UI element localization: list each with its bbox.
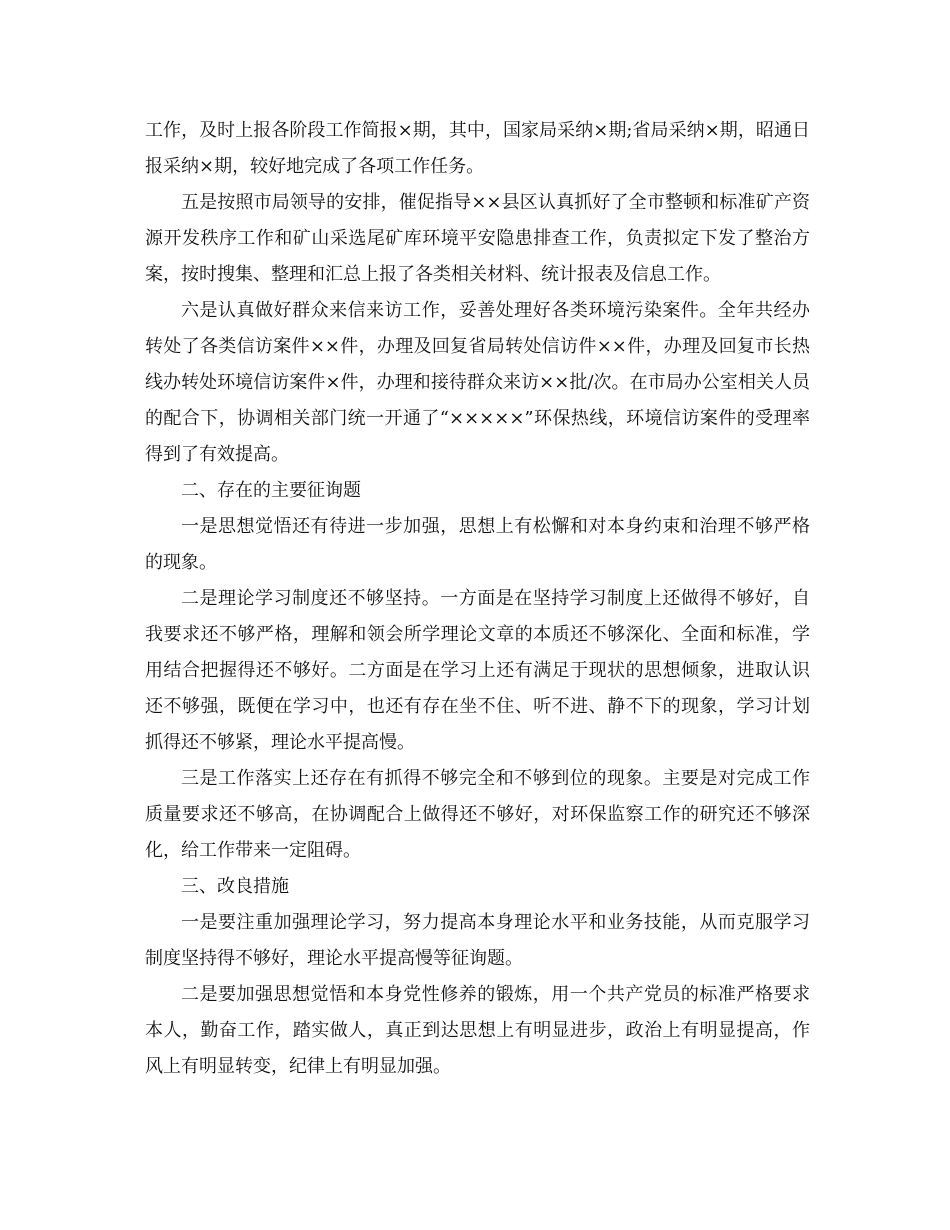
paragraph-improvement-one: 一是要注重加强理论学习，努力提高本身理论水平和业务技能，从而克服学习制度坚持得不够好，理论水平提高慢等征询题。 (145, 912, 810, 969)
paragraph-problem-three: 三是工作落实上还存在有抓得不够完全和不够到位的现象。主要是对完成工作质量要求还不够高，在协调配合上做得还不够好，对环保监察工作的研究还不够深化，给工作带来一定阻碍。 (145, 768, 810, 861)
document-body (145, 113, 810, 1085)
paragraph-problem-two: 二是理论学习制度还不够坚持。一方面是在坚持学习制度上还做得不够好，自我要求还不够严格，理解和领会所学理论文章的本质还不够深化、全面和标准，学用结合把握得还不够好。二方面是在学习上还有满足于现状的思想倾象，进取认识还不够强，既便在学习中，也还有存在坐不住、听不进、静不下的现象，学习计划抓得还不够紧，理论水平提高慢。 (145, 588, 810, 753)
paragraph-point-six: 六是认真做好群众来信来访工作，妥善处理好各类环境污染案件。全年共经办转处了各类信访案件××件，办理及回复省局转处信访件××件，办理及回复市长热线办转处环境信访案件×件，办理和接待群众来访××批/次。在市局办公室相关人员的配合下，协调相关部门统一开通了“×××××”环保热线，环境信访案件的受理率得到了有效提高。 (145, 300, 810, 465)
section-heading-improvements: 三、改良措施 (181, 876, 289, 897)
paragraph-point-five: 五是按照市局领导的安排，催促指导××县区认真抓好了全市整顿和标准矿产资源开发秩序工作和矿山采选尾矿库环境平安隐患排查工作，负责拟定下发了整治方案，按时搜集、整理和汇总上报了各类相关材料、统计报表及信息工作。 (145, 192, 810, 285)
section-heading-problems: 二、存在的主要征询题 (181, 480, 361, 501)
paragraph-problem-one: 一是思想觉悟还有待进一步加强，思想上有松懈和对本身约束和治理不够严格的现象。 (145, 516, 810, 573)
paragraph-continued-work-report: 工作，及时上报各阶段工作简报×期，其中，国家局采纳×期;省局采纳×期，昭通日报采纳×期，较好地完成了各项工作任务。 (145, 120, 810, 177)
paragraph-improvement-two: 二是要加强思想觉悟和本身党性修养的锻炼，用一个共产党员的标准严格要求本人，勤奋工作，踏实做人，真正到达思想上有明显进步，政治上有明显提高，作风上有明显转变，纪律上有明显加强。 (145, 984, 810, 1077)
